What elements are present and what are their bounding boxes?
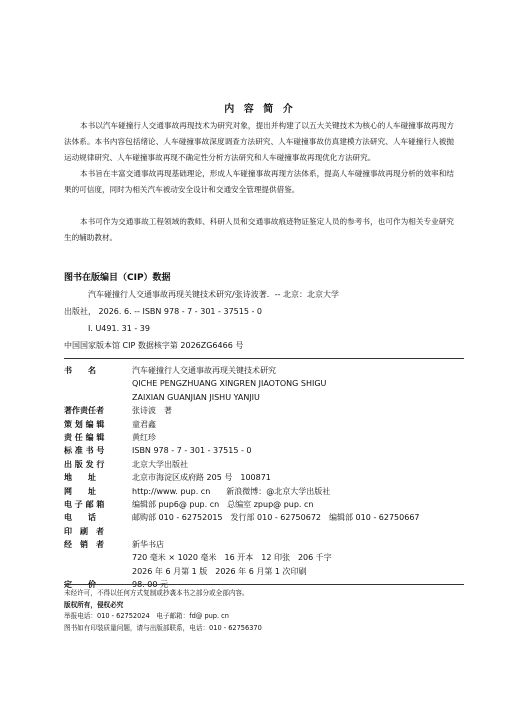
info-row [64,551,464,564]
info-value: 黄红珍 [132,432,156,442]
cip-heading: 图书在版编目（CIP）数据 [64,273,171,283]
info-value: 720 毫米 × 1020 毫米 16 开本 12 印张 206 千字 [132,553,332,563]
info-row [64,444,464,457]
info-label [64,551,132,564]
info-label: 地 址 [64,473,96,483]
cip-block [64,286,464,354]
divider-bottom [64,584,464,585]
info-label [64,377,132,390]
info-label: 定 价 [64,580,96,590]
footer-line-4: 图书如有印装质量问题，请与出版部联系，电话：010 - 62756370 [64,623,262,632]
info-value: 2026 年 6 月第 1 版 2026 年 6 月第 1 次印刷 [132,566,307,576]
info-row [64,377,464,390]
info-label: 电 子 邮 箱 [64,499,105,509]
info-row [64,431,464,444]
info-row [64,458,464,471]
info-label: 经 销 者 [64,540,104,550]
info-value: 汽车碰撞行人交通事故再现关键技术研究 [132,366,276,375]
info-label: 标 准 书 号 [64,446,105,456]
info-label: 责 任 编 辑 [64,432,105,442]
info-label [64,391,132,404]
info-row [64,511,464,524]
info-value: 邮购部 010 - 62752015 发行部 010 - 62750672 编辑部 010 - 62750667 [132,513,420,523]
info-row [64,485,464,498]
info-value: 编辑部 pup6@ pup. cn 总编室 zpup@ pup. cn [132,499,314,509]
info-label: 出 版 发 行 [64,459,105,469]
info-value: 98. 00 元 [132,580,168,590]
info-value: http://www. pup. cn 新浪微博：@北京大学出版社 [132,486,331,496]
info-row [64,498,464,511]
summary-title: 内 容 简 介 [224,104,296,115]
info-value: ISBN 978 - 7 - 301 - 37515 - 0 [132,446,252,456]
footer-line-1: 未经许可，不得以任何方式复制或抄袭本书之部分或全部内容。 [64,589,249,597]
info-value: 新华书店 [132,540,164,550]
info-label: 书 名 [64,366,96,375]
info-value: 北京市海淀区成府路 205 号 100871 [132,473,271,483]
info-label: 著作责任者 [64,406,104,416]
info-value [132,525,464,538]
info-row [64,471,464,484]
info-value: 张诗波 著 [132,406,172,416]
info-row [64,525,464,538]
divider-top [64,358,464,359]
info-value: 童君鑫 [132,419,156,429]
cip-line-4: 中国国家版本馆 CIP 数据核字第 2026ZG6466 号 [64,341,244,350]
info-row [64,418,464,431]
footer-notice [64,588,464,634]
footer-line-3: 举报电话：010 - 62752024 电子邮箱：fd@ pup. cn [64,612,229,620]
footer-line-2: 版权所有，侵权必究 [64,600,124,609]
info-row [64,364,464,377]
info-label: 策 划 编 辑 [64,419,105,429]
summary-paragraph-1: 本书以汽车碰撞行人交通事故再现技术为研究对象，提出并构建了以五大关键技术为核心的人车碰撞事故再现方法体系。本书内容包括绪论、人车碰撞事故深度调查方法研究、人车碰撞事故仿真建模方法研究、人车碰撞行人被抛运动规律研究、人车碰撞事故再现不确定性分析方法研究和人车碰撞事故再现优化方法研究。 [64,121,454,162]
info-row [64,538,464,551]
summary-paragraph-2: 本书旨在丰富交通事故再现基础理论，形成人车碰撞事故再现方法体系，提高人车碰撞事故再现分析的效率和结果的可信度，同时为相关汽车被动安全设计和交通安全管理提供借鉴。 [64,169,454,194]
publication-info [64,364,464,592]
info-value: ZAIXIAN GUANJIAN JISHU YANJIU [132,392,260,402]
cip-line-1: 汽车碰撞行人交通事故再现关键技术研究/张诗波著．-- 北京：北京大学 [88,290,340,299]
info-value: QICHE PENGZHUANG XINGREN JIAOTONG SHIGU [132,379,327,389]
info-label [64,565,132,578]
summary-paragraph-3: 本书可作为交通事故工程领域的教师、科研人员和交通事故痕迹物证鉴定人员的参考书，也可作为相关专业研究生的辅助教材。 [64,217,454,242]
info-label: 印 刷 者 [64,526,104,536]
cip-line-3: Ⅰ. U491. 31 - 39 [88,324,150,333]
info-label: 网 址 [64,486,96,496]
info-label: 电 话 [64,513,96,523]
info-value: 北京大学出版社 [132,459,188,469]
info-row [64,404,464,417]
info-row [64,391,464,404]
cip-line-2: 出版社， 2026. 6. -- ISBN 978 - 7 - 301 - 37515 - 0 [64,307,262,316]
info-row [64,565,464,578]
